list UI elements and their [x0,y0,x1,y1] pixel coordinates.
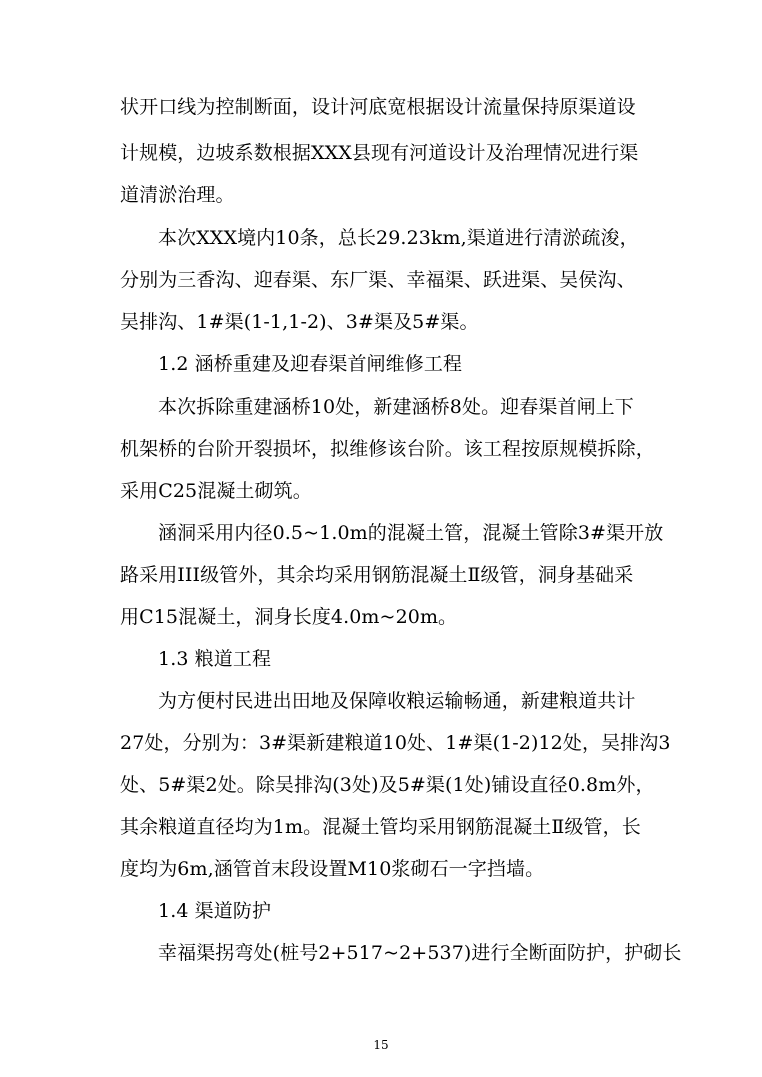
body-line-13: 用C15混凝土，洞身长度4.0m~20m。 [120,606,458,628]
body-line-6: 吴排沟、1#渠(1-1,1-2)、3#渠及5#渠。 [120,311,479,333]
body-line-5: 分别为三香沟、迎春渠、东厂渠、幸福渠、跃进渠、吴侯沟、 [120,269,636,291]
body-line-8: 本次拆除重建涵桥10处，新建涵桥8处。迎春渠首闸上下 [158,396,634,418]
section-heading-1-3: 1.3 粮道工程 [158,648,272,670]
body-line-19: 度均为6m,涵管首末段设置M10浆砌石一字挡墙。 [120,858,545,880]
body-line-18: 其余粮道直径均为1m。混凝土管均采用钢筋混凝土Ⅱ级管，长 [120,816,641,838]
body-line-15: 为方便村民进出田地及保障收粮运输畅通，新建粮道共计 [158,690,636,712]
body-line-10: 采用C25混凝土砌筑。 [120,480,312,502]
body-line-1: 状开口线为控制断面，设计河底宽根据设计流量保持原渠道设 [120,96,636,118]
body-line-12: 路采用III级管外，其余均采用钢筋混凝土Ⅱ级管，洞身基础采 [120,564,634,586]
page-number: 15 [373,1038,389,1052]
body-line-2: 计规模，边坡系数根据XXX县现有河道设计及治理情况进行渠 [120,142,639,164]
body-line-21: 幸福渠拐弯处(桩号2+517~2+537)进行全断面防护，护砌长 [158,942,682,964]
section-heading-1-4: 1.4 渠道防护 [158,900,272,922]
body-line-3: 道清淤治理。 [120,184,235,206]
body-line-16: 27处，分别为：3#渠新建粮道10处、1#渠(1-2)12处，吴排沟3 [120,732,671,754]
body-line-11: 涵洞采用内径0.5~1.0m的混凝土管，混凝土管除3#渠开放 [158,522,664,544]
body-line-4: 本次XXX境内10条，总长29.23km,渠道进行清淤疏浚， [158,227,639,249]
body-line-9: 机架桥的台阶开裂损坏，拟维修该台阶。该工程按原规模拆除， [120,438,655,460]
section-heading-1-2: 1.2 涵桥重建及迎春渠首闸维修工程 [158,353,463,375]
body-line-17: 处、5#渠2处。除吴排沟(3处)及5#渠(1处)铺设直径0.8m外， [120,774,655,796]
